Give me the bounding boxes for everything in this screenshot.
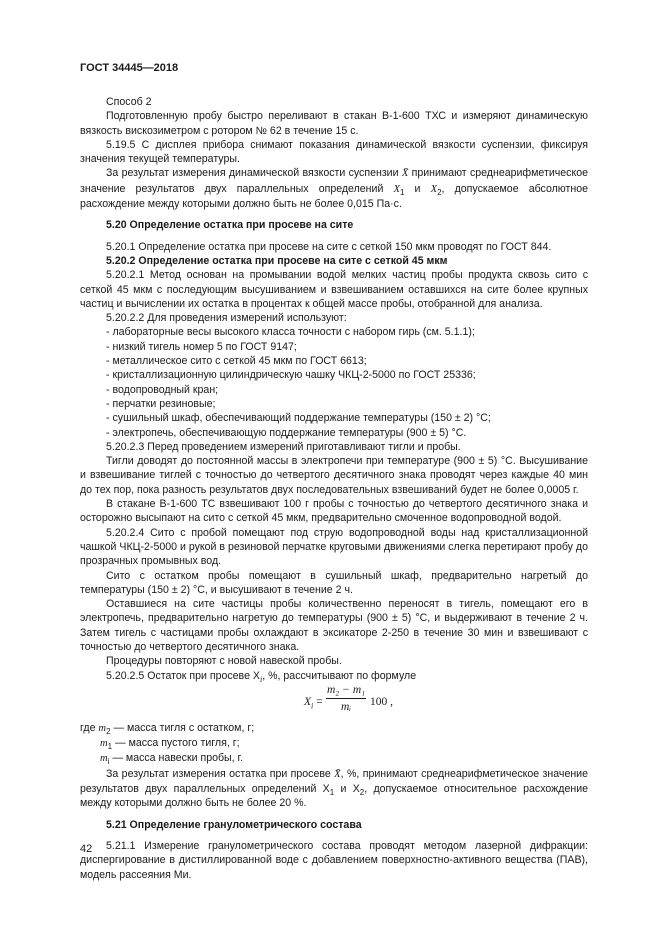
document-header: ГОСТ 34445—2018 bbox=[80, 62, 179, 74]
x1-symbol: X bbox=[393, 183, 400, 195]
equipment-item: - перчатки резиновые; bbox=[106, 397, 216, 410]
formula-numerator: m₂ − m₁ bbox=[326, 683, 366, 699]
where-symbol: m bbox=[100, 738, 108, 750]
equipment-item: - металлическое сито с сеткой 45 мкм по ГОСТ 6613; bbox=[106, 355, 367, 368]
section-5-20-2-title: 5.20.2 Определение остатка при просеве на сите с сеткой 45 мкм bbox=[106, 254, 448, 267]
where-subscript: 1 bbox=[107, 742, 113, 752]
formula-denominator: mᵢ bbox=[340, 701, 352, 714]
residue-result-paragraph bbox=[80, 767, 588, 811]
method-2-text: Подготовленную пробу быстро переливают в стакан В-1-600 ТХС и измеряют динамическую вязкость вискозиметром с ротором № 62 в течение 15 с. bbox=[80, 110, 588, 137]
formula-lhs-symbol: X bbox=[304, 695, 312, 708]
residue-result-text-b: , %, принимают среднеарифметическое значение результатов двух параллельных определений X bbox=[80, 767, 588, 796]
viscosity-result-text-1: За результат измерения динамической вязкости суспензии bbox=[106, 167, 399, 180]
equipment-item: - кристаллизационную цилиндрическую чашку ЧКЦ-2-5000 по ГОСТ 25336; bbox=[106, 369, 476, 382]
x2-symbol: X bbox=[430, 183, 438, 195]
where-text: — масса навески пробы, г. bbox=[109, 752, 244, 765]
sieve-drying-paragraph: Сито с остатком пробы помещают в сушильный шкаф, предварительно нагретый до температуры (150 ± 2) °С, и высушивают в течение 2 ч. bbox=[80, 569, 588, 596]
formula-multiplier: 100 , bbox=[370, 695, 393, 708]
where-text: — масса пустого тигля, г; bbox=[112, 737, 240, 750]
viscosity-result-paragraph bbox=[80, 166, 588, 211]
paragraph-5-19-5: 5.19.5 С дисплея прибора снимают показания динамической вязкости суспензии, фиксируя значения текущей температуры. bbox=[80, 138, 588, 166]
residue-mean-symbol: X̄ bbox=[334, 768, 341, 780]
paragraph-5-20-2-4: 5.20.2.4 Сито с пробой помещают под струю водопроводной воды над кристаллизационной чашкой ЧКЦ-2-5000 и рукой в резиновой перчатке круговыми движениями слегка перетирают пробу до прозрачных промывных вод. bbox=[80, 526, 588, 568]
equipment-item: - водопроводный кран; bbox=[106, 383, 219, 396]
xi-subscript: i bbox=[259, 674, 263, 684]
where-symbol: m bbox=[98, 722, 107, 734]
viscosity-result-text-3: , допускаемое абсолютное расхождение между которыми должно быть не более 0,015 Па·с. bbox=[80, 182, 588, 211]
where-text: — масса тигля с остатком, г; bbox=[110, 721, 255, 734]
repeat-paragraph: Процедуры повторяют с новой навеской пробы. bbox=[106, 655, 342, 668]
where-subscript: 2 bbox=[106, 726, 111, 736]
mean-x-symbol: X̄ bbox=[401, 168, 409, 180]
paragraph-5-20-2-5-text-a: 5.20.2.5 Остаток при просеве X bbox=[106, 669, 260, 682]
crucibles-paragraph: Тигли доводят до постоянной массы в электропечи при температуре (900 ± 5) °С. Высушивание и взвешивание тиглей с точностью до четвертого десятичного знака проводят через каждые 40 мин до тех пор, пока разность результатов двух последовательных взвешиваний будет не более 0,0005 г. bbox=[80, 455, 588, 496]
paragraph-5-20-2-5 bbox=[80, 669, 588, 683]
where-line bbox=[80, 721, 588, 736]
residue-x2-subscript: 2 bbox=[359, 788, 365, 798]
paragraph-5-20-2-1: 5.20.2.1 Метод основан на промывании водой мелких частиц пробы продукта сквозь сито с сеткой 45 мкм с последующим высушиванием и взвешиванием оставшихся на сите более крупных частиц и вычислении их остатка в процентах к общей массе пробы, отобранной для анализа. bbox=[80, 269, 588, 310]
where-subscript: i bbox=[107, 757, 110, 767]
viscosity-result-text-2: принимают среднеарифметическое значение результатов двух параллельных определений bbox=[80, 167, 588, 195]
formula-equals: = bbox=[313, 695, 323, 708]
residue-result-text-c: и X bbox=[334, 783, 360, 796]
paragraph-5-20-1: 5.20.1 Определение остатка при просеве на сите с сеткой 150 мкм проводят по ГОСТ 844. bbox=[106, 240, 552, 253]
equipment-item: - лабораторные весы высокого класса точности с набором гирь (см. 5.1.1); bbox=[106, 326, 475, 339]
x1-subscript: 1 bbox=[399, 187, 405, 197]
where-symbol: m bbox=[100, 753, 108, 765]
paragraph-5-20-2-2: 5.20.2.2 Для проведения измерений используют: bbox=[106, 312, 347, 325]
residue-result-text-a: За результат измерения остатка при просеве bbox=[106, 767, 331, 780]
method-2-title: Способ 2 bbox=[106, 96, 152, 108]
residue-x1-subscript: 1 bbox=[329, 788, 335, 798]
formula-lhs bbox=[304, 695, 323, 709]
residue-formula bbox=[80, 683, 588, 721]
beaker-paragraph: В стакане В-1-600 ТС взвешивают 100 г пробы с точностью до четвертого десятичного знака и осторожно высыпают на сито с сеткой 45 мкм, предварительно смоченное водопроводной водой. bbox=[80, 498, 588, 525]
formula-lhs-subscript: i bbox=[311, 701, 314, 711]
x2-subscript: 2 bbox=[437, 187, 442, 197]
particles-paragraph: Оставшиеся на сите частицы пробы количественно переносят в тигель, помещают его в электропечь, предварительно нагретую до температуры (900 ± 5) °С, и выдерживают в течение 2 ч. Затем тигель с частицами пробы охлаждают в эксикаторе 2-250 в течение 30 мин и взвешивают с точностью до четвертого десятичного знака. bbox=[80, 598, 588, 653]
section-5-20-title: 5.20 Определение остатка при просеве на сите bbox=[106, 219, 354, 232]
where-line bbox=[80, 736, 588, 751]
document-body bbox=[80, 95, 588, 882]
residue-result-text-d: , допускаемое относительное расхождение между которыми должно быть не более 20 %. bbox=[80, 783, 588, 810]
section-5-21-title: 5.21 Определение гранулометрического состава bbox=[106, 818, 362, 831]
equipment-item: - электропечь, обеспечивающую поддержание температуры (900 ± 5) °С. bbox=[106, 426, 467, 439]
where-prefix: где bbox=[80, 721, 99, 734]
paragraph-5-20-2-3: 5.20.2.3 Перед проведением измерений приготавливают тигли и пробы. bbox=[106, 440, 461, 453]
paragraph-5-21-1: 5.21.1 Измерение гранулометрического состава проводят методом лазерной дифракции: диспергирование в дистиллированной воде с добавлением поверхностно-активного вещества (ПАВ), модель рассеяния Ми. bbox=[80, 839, 588, 881]
page-number: 42 bbox=[80, 843, 93, 855]
paragraph-5-20-2-5-text-b: , %, рассчитывают по формуле bbox=[262, 669, 417, 682]
and-text: и bbox=[414, 182, 421, 195]
equipment-item: - сушильный шкаф, обеспечивающий поддержание температуры (150 ± 2) °С; bbox=[106, 412, 491, 425]
equipment-item: - низкий тигель номер 5 по ГОСТ 9147; bbox=[106, 340, 297, 353]
where-line bbox=[80, 751, 588, 766]
formula-fraction bbox=[326, 683, 366, 715]
